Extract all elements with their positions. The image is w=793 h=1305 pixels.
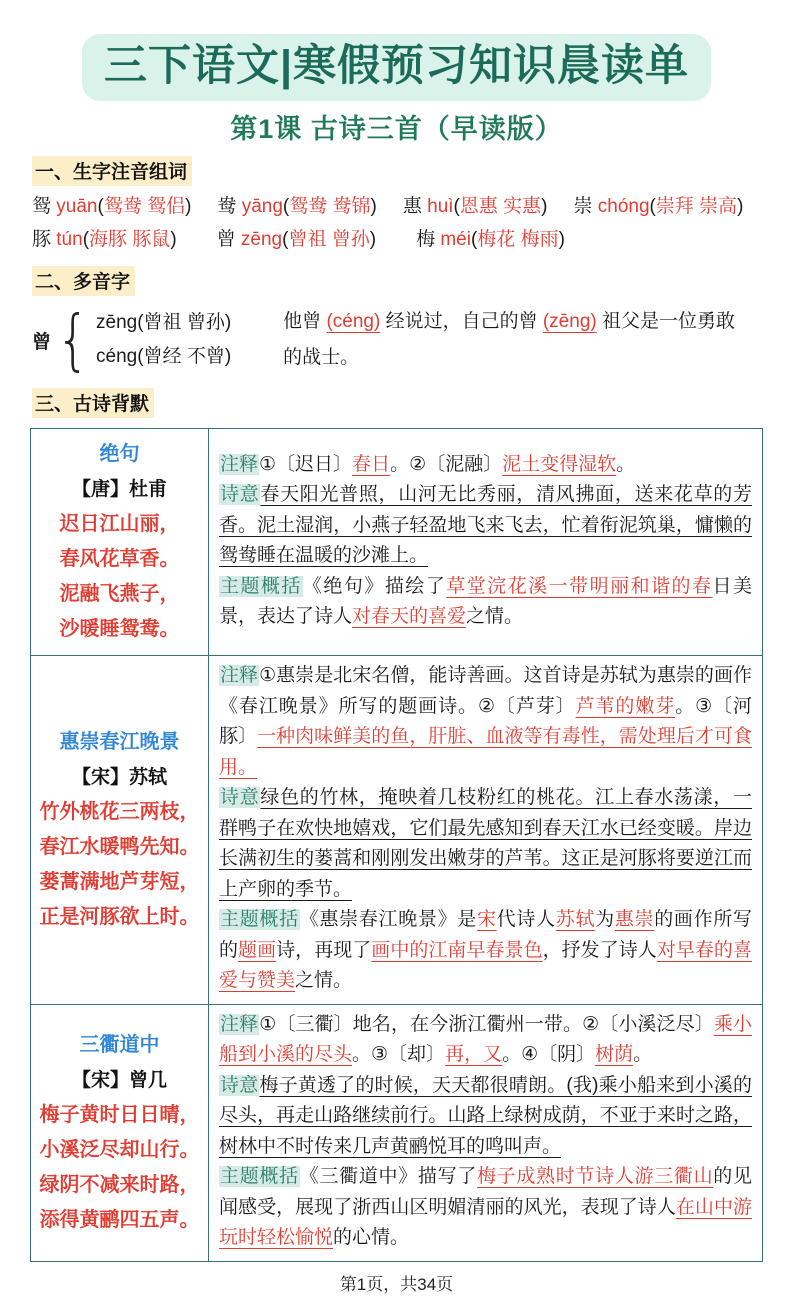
pinyin-entry: 鸯 yāng(鸳鸯 鸯锦) <box>217 196 377 218</box>
lesson-subtitle: 第1课 古诗三首（早读版） <box>230 114 563 145</box>
theme-paragraph: 主题概括《绝句》描绘了草堂浣花溪一带明丽和谐的春日美景，表达了诗人对春天的喜爱之情。 <box>219 575 752 628</box>
poem-title: 惠崇春江晚景 <box>59 731 180 754</box>
duoyinzi-character: 曾 <box>32 331 52 353</box>
meaning-paragraph: 诗意春天阳光普照，山河无比秀丽，清风拂面，送来花草的芳香。泥土湿润，小燕子轻盈地飞来飞去，忙着衔泥筑巢，慵懒的鸳鸯睡在温暖的沙滩上。 <box>219 484 752 567</box>
poem-line: 蒌蒿满地芦芽短， <box>39 871 200 894</box>
section-heading-poems: 三、古诗背默 <box>32 388 154 418</box>
pinyin-entry: 惠 huì(恩惠 实惠) <box>402 196 548 218</box>
poem-line: 春风花草香。 <box>59 548 180 571</box>
brace-glyph: { <box>56 301 90 379</box>
poem-line: 正是河豚欲上时。 <box>39 906 200 929</box>
poem-line: 泥融飞燕子， <box>59 583 180 606</box>
poem-author: 【宋】苏轼 <box>71 767 167 789</box>
duoyinzi-reading: zēng(曾祖 曾孙) <box>96 312 232 334</box>
poem-author: 【唐】杜甫 <box>71 479 167 501</box>
duoyinzi-block <box>32 301 763 379</box>
poem-line: 梅子黄时日日晴， <box>39 1103 200 1126</box>
pinyin-row-1 <box>32 190 763 223</box>
notes-cell <box>209 1004 763 1261</box>
poem-line: 添得黄鹂四五声。 <box>39 1208 200 1231</box>
poem-title: 绝句 <box>99 443 140 466</box>
poem-author: 【宋】曾几 <box>71 1069 167 1091</box>
page-title: 三下语文|寒假预习知识晨读单 <box>82 34 711 101</box>
poem-line: 绿阴不减来时路， <box>39 1173 200 1196</box>
poem-title: 三衢道中 <box>79 1033 160 1056</box>
poems-table <box>30 428 763 1262</box>
meaning-paragraph: 诗意梅子黄透了的时候，天天都很晴朗。(我)乘小船来到小溪的尽头，再走山路继续前行。山路上绿树成荫，不亚于来时之路，树林中不时传来几声黄鹂悦耳的鸣叫声。 <box>219 1074 752 1157</box>
poem-line: 春江水暖鸭先知。 <box>39 836 200 859</box>
table-row <box>31 656 763 1005</box>
pinyin-entry: 豚 tún(海豚 豚鼠) <box>32 229 177 251</box>
poem-line: 竹外桃花三两枝， <box>39 801 200 824</box>
section-heading-duoyinzi: 二、多音字 <box>32 266 135 296</box>
table-row <box>31 1004 763 1261</box>
duoyinzi-readings <box>96 306 231 374</box>
header <box>30 34 763 101</box>
theme-paragraph: 主题概括《惠崇春江晚景》是宋代诗人苏轼为惠崇的画作所写的题画诗，再现了画中的江南早春景色，抒发了诗人对早春的喜爱与赞美之情。 <box>219 909 752 992</box>
notes-cell <box>209 429 763 656</box>
table-row <box>31 429 763 656</box>
meaning-paragraph: 诗意绿色的竹林，掩映着几枝粉红的桃花。江上春水荡漾，一群鸭子在欢快地嬉戏，它们最先感知到春天江水已经变暖。岸边长满初生的蒌蒿和刚刚发出嫩芽的芦苇。这正是河豚将要逆江而上产卵的季节。 <box>219 787 752 900</box>
poem-line: 迟日江山丽， <box>59 513 180 536</box>
section-heading-pinyin: 一、生字注音组词 <box>32 156 192 186</box>
poem-cell-huichong <box>31 656 209 1005</box>
duoyinzi-example-sentence: 他曾 (céng) 经说过，自己的曾 (zēng) 祖父是一位勇敢的战士。 <box>283 311 735 369</box>
annotation-paragraph: 注释①〔三衢〕地名，在今浙江衢州一带。②〔小溪泛尽〕乘小船到小溪的尽头。③〔却〕再，又。④〔阴〕树荫。 <box>219 1013 752 1066</box>
duoyinzi-reading: céng(曾经 不曾) <box>96 346 232 368</box>
theme-paragraph: 主题概括《三衢道中》描写了梅子成熟时节诗人游三衢山的见闻感受，展现了浙西山区明媚清丽的风光，表现了诗人在山中游玩时轻松愉悦的心情。 <box>219 1166 752 1249</box>
pinyin-entry: 鸳 yuān(鸳鸯 鸳侣) <box>32 196 192 218</box>
page-number: 第1页，共34页 <box>339 1274 454 1294</box>
pinyin-entry: 曾 zēng(曾祖 曾孙) <box>216 229 377 251</box>
annotation-paragraph: 注释①〔迟日〕春日。②〔泥融〕泥土变得湿软。 <box>220 453 636 475</box>
poem-cell-sanqu <box>31 1004 209 1261</box>
pinyin-row-2 <box>32 223 763 256</box>
poem-line: 小溪泛尽却山行。 <box>39 1138 200 1161</box>
pinyin-entry: 梅 méi(梅花 梅雨) <box>416 229 565 251</box>
pinyin-entry: 崇 chóng(崇拜 崇高) <box>573 196 744 218</box>
poem-line: 沙暖睡鸳鸯。 <box>59 618 180 641</box>
annotation-paragraph: 注释①惠崇是北宋名僧，能诗善画。这首诗是苏轼为惠崇的画作《春江晚景》所写的题画诗。②〔芦芽〕芦苇的嫩芽。③〔河豚〕一种肉味鲜美的鱼，肝脏、血液等有毒性，需处理后才可食用。 <box>219 665 752 778</box>
duoyinzi-readings-group <box>32 301 232 379</box>
poem-cell-jueju <box>31 429 209 656</box>
notes-cell <box>209 656 763 1005</box>
